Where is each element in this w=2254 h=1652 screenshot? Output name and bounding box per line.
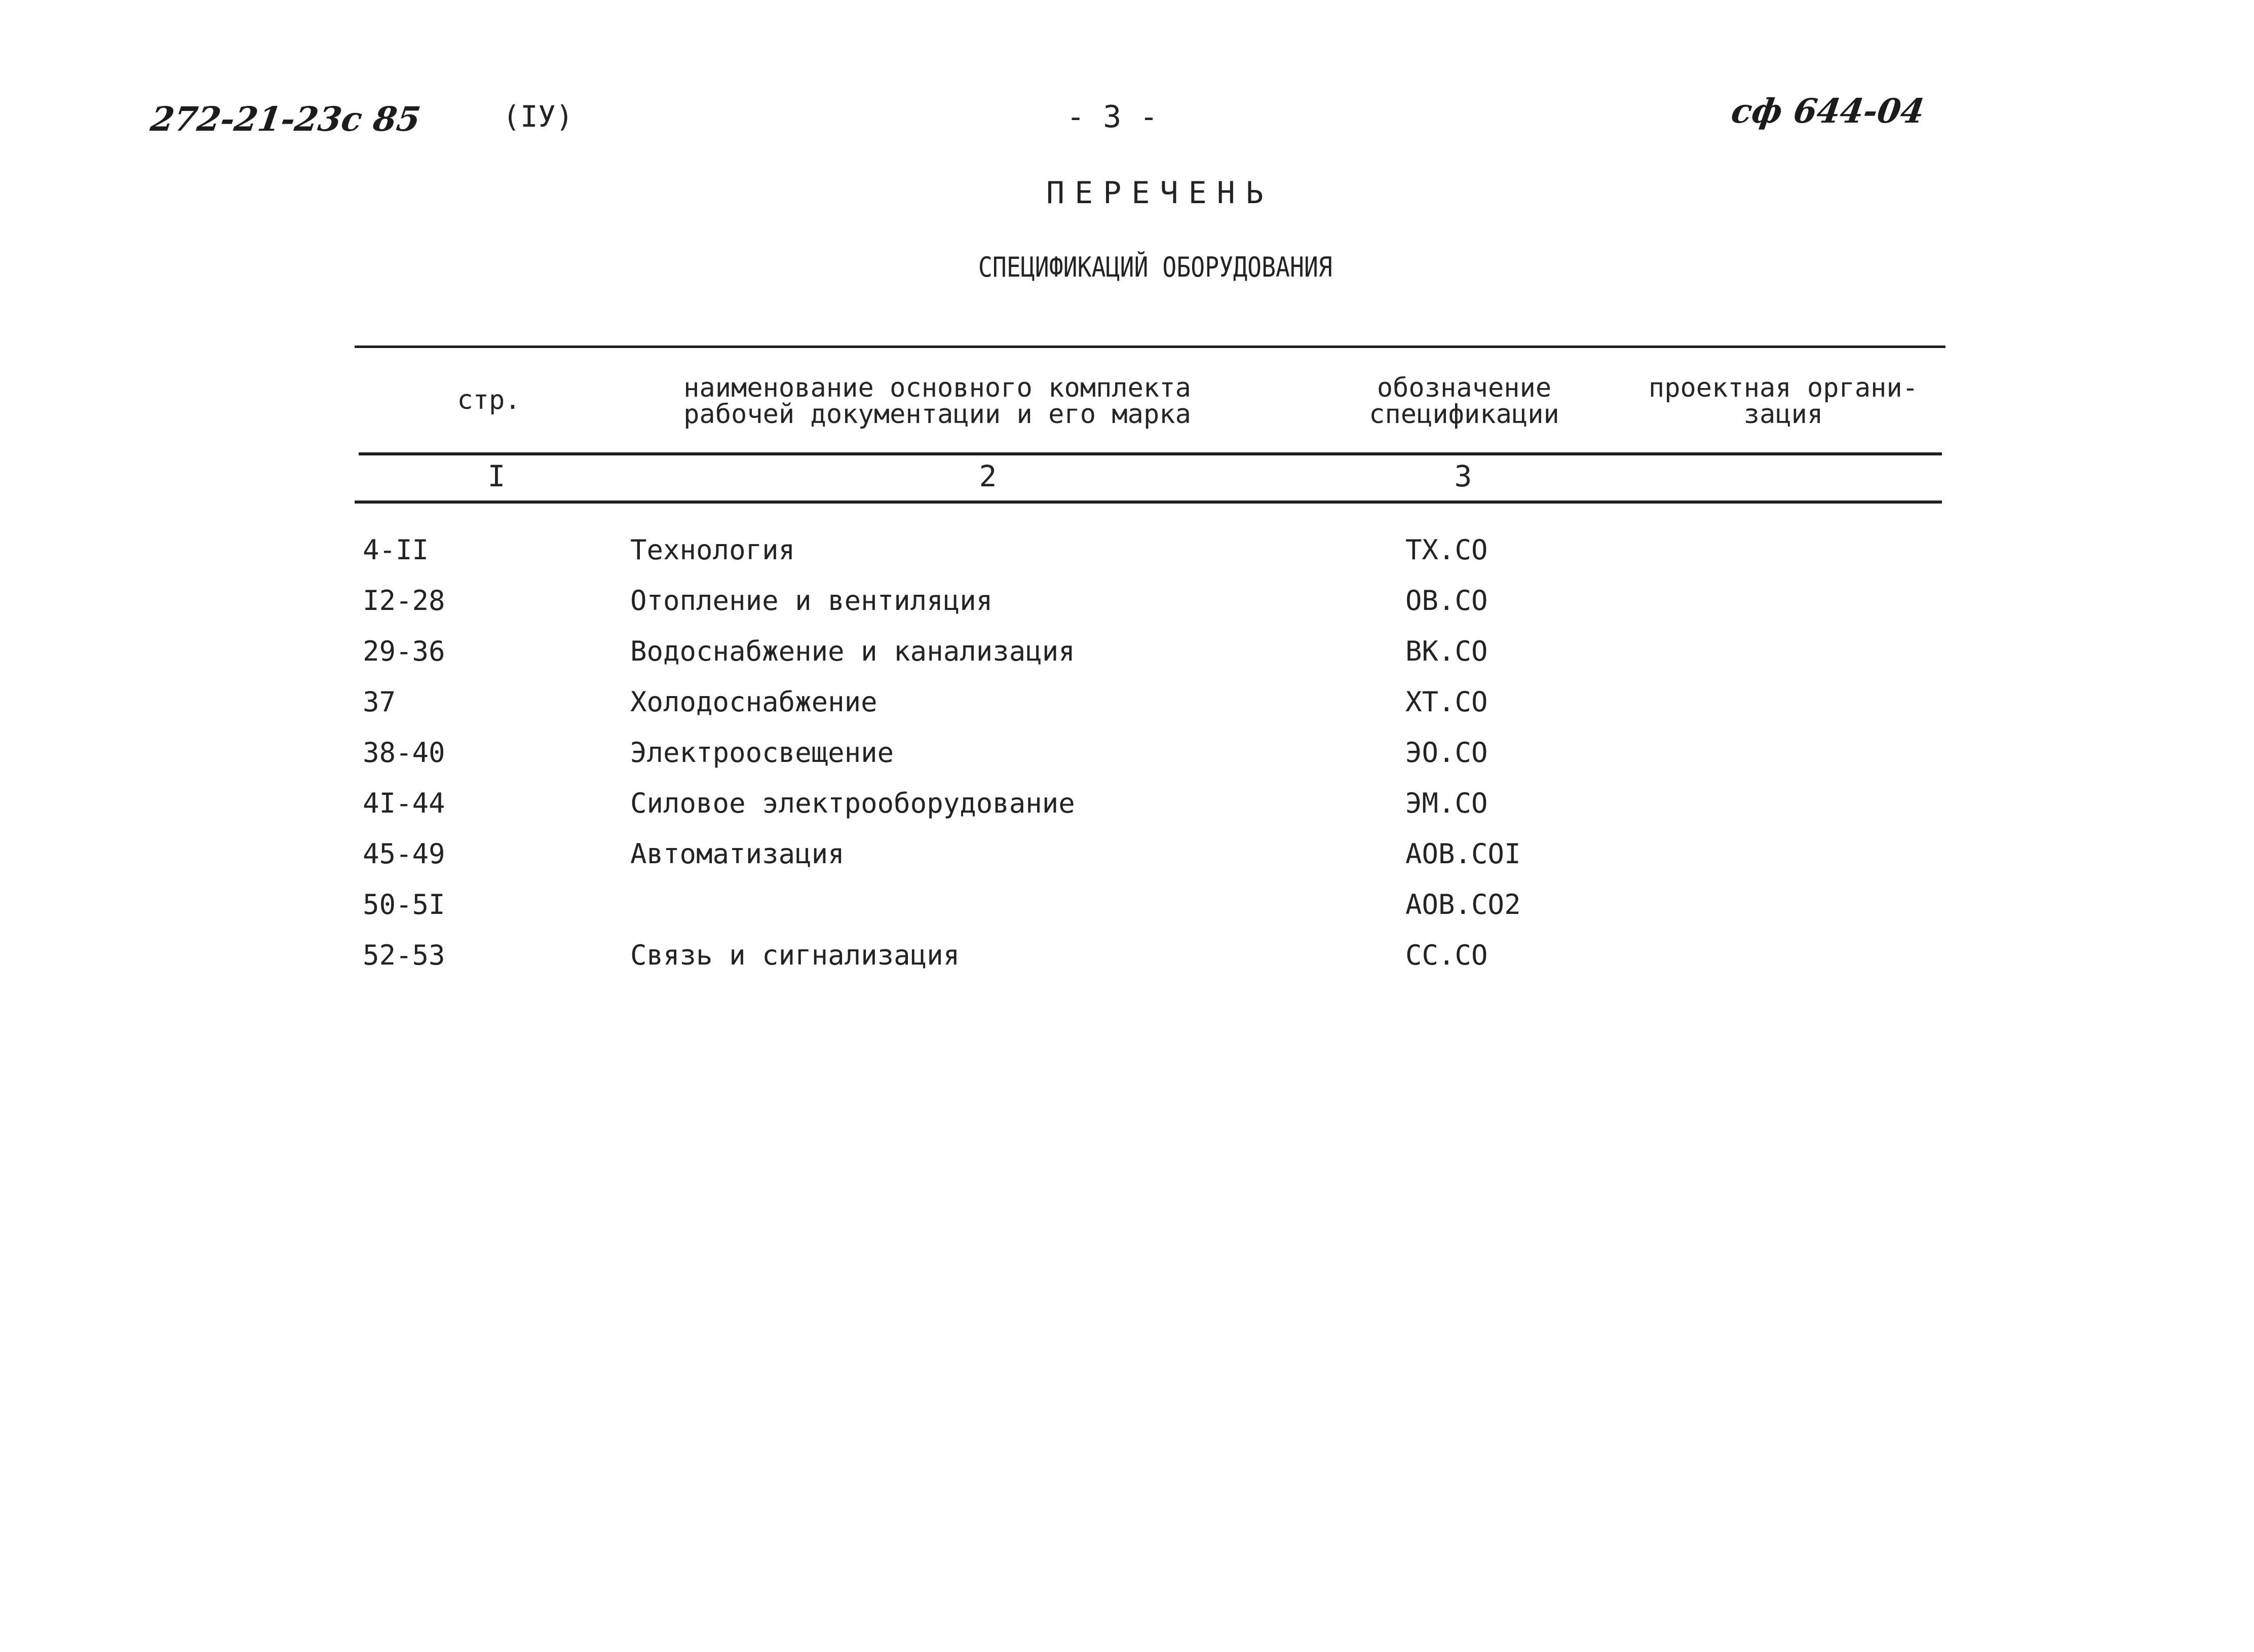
column-header-org-line1: проектная органи- — [1648, 373, 1919, 403]
row-pages: 29-36 — [363, 635, 445, 667]
row-spec: ХТ.СО — [1405, 686, 1488, 718]
row-spec: ЭМ.СО — [1405, 787, 1488, 819]
column-header-spec-line1: обозначение — [1377, 373, 1552, 403]
table-top-rule — [355, 345, 1945, 348]
column-number-1: I — [487, 459, 506, 493]
table-row — [0, 738, 2254, 788]
row-pages: 52-53 — [363, 939, 445, 971]
row-spec: СС.СО — [1405, 939, 1488, 971]
row-spec: ОВ.СО — [1405, 585, 1488, 617]
row-pages: 37 — [363, 686, 396, 718]
page-number: - 3 - — [1066, 99, 1158, 135]
row-spec: АОВ.СО2 — [1405, 889, 1521, 920]
page-subtitle: СПЕЦИФИКАЦИЙ ОБОРУДОВАНИЯ — [978, 251, 1332, 283]
volume-mark: (IУ) — [503, 99, 574, 134]
row-spec: ЭО.СО — [1405, 737, 1488, 769]
row-name: Водоснабжение и канализация — [630, 635, 1075, 667]
row-pages: 45-49 — [363, 838, 445, 870]
row-pages: 50-5I — [363, 889, 445, 920]
row-name: Холодоснабжение — [630, 686, 877, 718]
table-row — [0, 535, 2254, 586]
row-name: Отопление и вентиляция — [630, 585, 993, 617]
column-number-3: 3 — [1454, 459, 1472, 493]
column-number-2: 2 — [979, 459, 997, 493]
row-spec: АОВ.СОI — [1405, 838, 1521, 870]
table-row — [0, 586, 2254, 636]
table-row — [0, 788, 2254, 839]
column-header-name — [659, 375, 1216, 428]
row-pages: 4-II — [363, 534, 429, 566]
table-column-numbers-rule — [355, 501, 1942, 504]
row-spec: ВК.СО — [1405, 635, 1488, 667]
table-row — [0, 890, 2254, 940]
row-name: Силовое электрооборудование — [630, 787, 1075, 819]
row-pages: 38-40 — [363, 737, 445, 769]
table-row — [0, 636, 2254, 687]
page-title: ПЕРЕЧЕНЬ — [1046, 175, 1274, 211]
column-header-spec-line2: спецификации — [1369, 399, 1559, 430]
table-row — [0, 940, 2254, 991]
row-name: Автоматизация — [630, 838, 845, 870]
column-header-name-line2: рабочей документации и его марка — [683, 399, 1191, 430]
column-header-spec — [1338, 375, 1591, 428]
row-name: Технология — [630, 534, 795, 566]
row-name: Связь и сигнализация — [630, 939, 960, 971]
handwritten-document-code: 272-21-23с 85 — [148, 99, 423, 139]
column-header-name-line1: наименование основного комплекта — [683, 373, 1191, 403]
row-pages: I2-28 — [363, 585, 445, 617]
column-header-org-line2: зация — [1743, 399, 1823, 430]
column-header-page — [456, 387, 522, 413]
row-pages: 4I-44 — [363, 787, 445, 819]
table-row — [0, 839, 2254, 890]
column-header-org — [1641, 375, 1925, 428]
table-row — [0, 687, 2254, 738]
row-name: Электроосвещение — [630, 737, 894, 769]
handwritten-sheet-code: сф 644-04 — [1729, 91, 1927, 131]
column-header-page-label: стр. — [457, 385, 521, 415]
table-header-rule — [359, 452, 1942, 455]
row-spec: ТХ.СО — [1405, 534, 1488, 566]
